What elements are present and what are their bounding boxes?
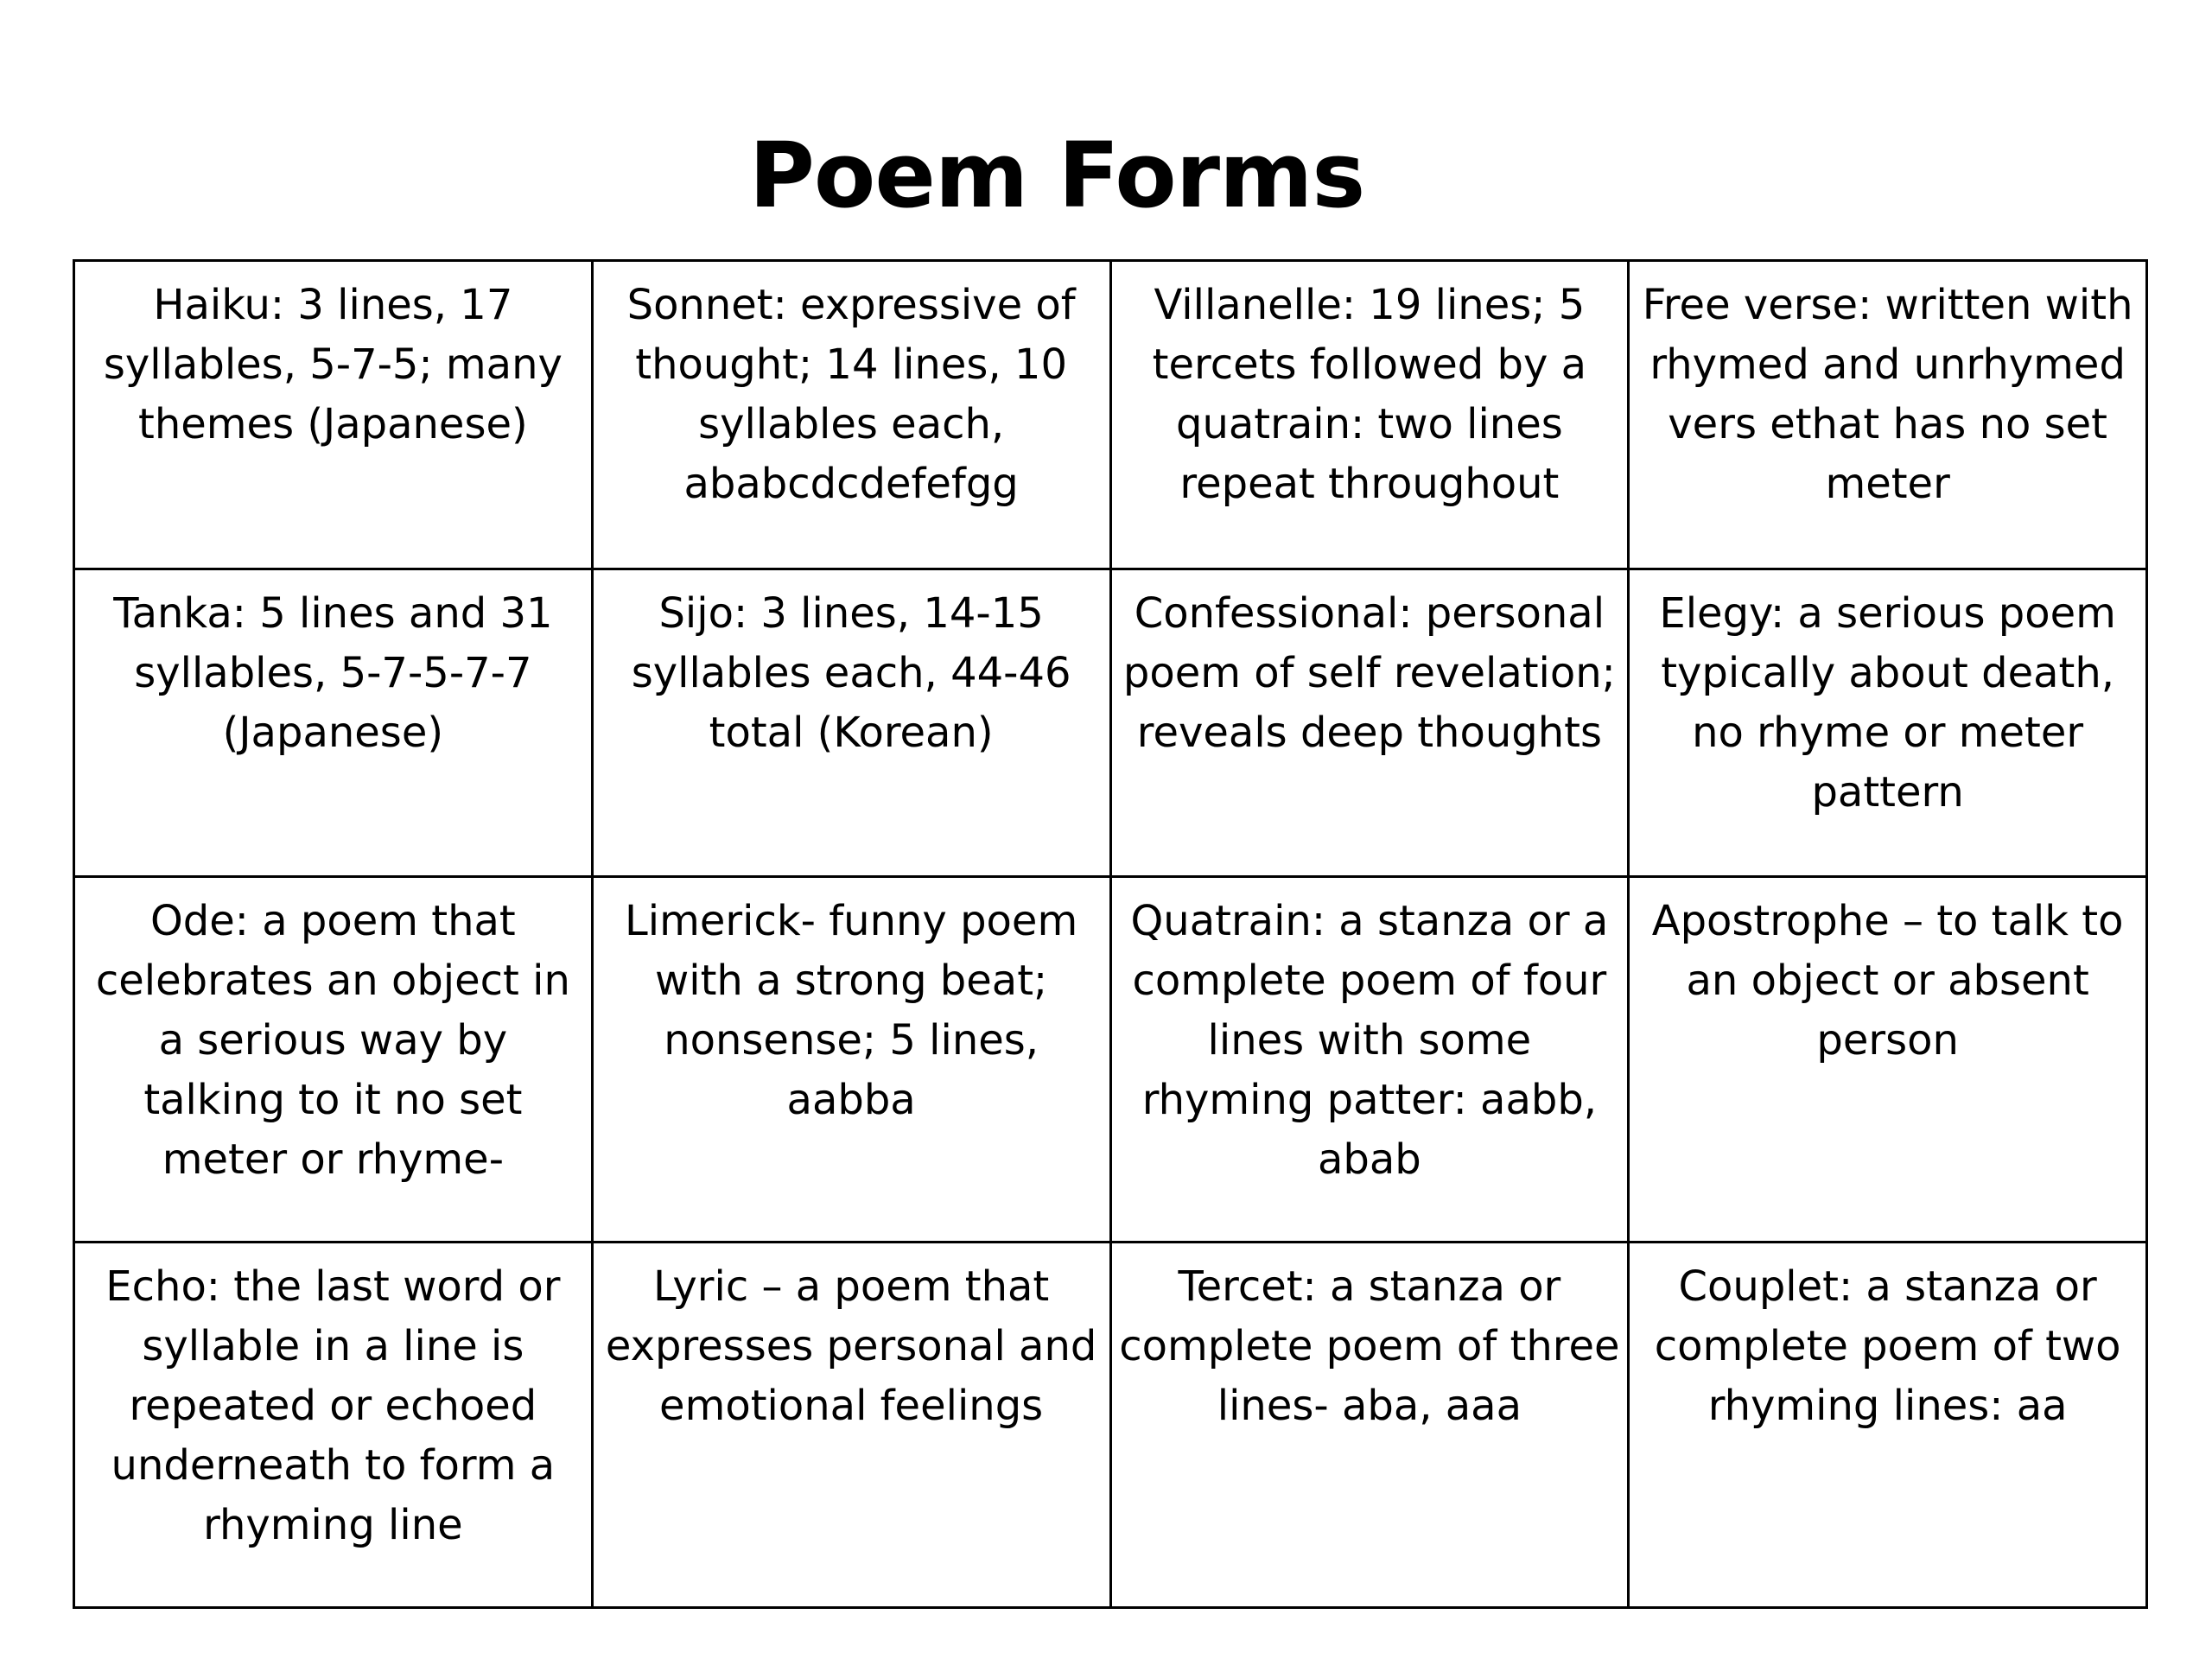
table-row (74, 877, 2147, 1243)
cell-sijo: Sijo: 3 lines, 14-15 syllables each, 44-46 total (Korean) (592, 569, 1110, 877)
cell-tanka: Tanka: 5 lines and 31 syllables, 5-7-5-7-7 (Japanese) (74, 569, 593, 877)
cell-apostrophe: Apostrophe – to talk to an object or absent person (1629, 877, 2147, 1243)
table-row (74, 1243, 2147, 1608)
cell-elegy: Elegy: a serious poem typically about death, no rhyme or meter pattern (1629, 569, 2147, 877)
page-title: Poem Forms (748, 123, 1365, 228)
cell-confessional: Confessional: personal poem of self revelation; reveals deep thoughts (1110, 569, 1629, 877)
cell-echo: Echo: the last word or syllable in a line is repeated or echoed underneath to form a rhyming line (74, 1243, 593, 1608)
cell-limerick: Limerick- funny poem with a strong beat; nonsense; 5 lines, aabba (592, 877, 1110, 1243)
cell-tercet: Tercet: a stanza or complete poem of three lines- aba, aaa (1110, 1243, 1629, 1608)
cell-ode: Ode: a poem that celebrates an object in a serious way by talking to it no set meter or rhyme- (74, 877, 593, 1243)
cell-lyric: Lyric – a poem that expresses personal and emotional feelings (592, 1243, 1110, 1608)
cell-couplet: Couplet: a stanza or complete poem of two rhyming lines: aa (1629, 1243, 2147, 1608)
cell-haiku: Haiku: 3 lines, 17 syllables, 5-7-5; many themes (Japanese) (74, 261, 593, 569)
table-row (74, 569, 2147, 877)
cell-quatrain: Quatrain: a stanza or a complete poem of four lines with some rhyming patter: aabb, abab (1110, 877, 1629, 1243)
poem-forms-table (73, 259, 2148, 1609)
cell-sonnet: Sonnet: expressive of thought; 14 lines, 10 syllables each, ababcdcdefefgg (592, 261, 1110, 569)
table-row (74, 261, 2147, 569)
cell-villanelle: Villanelle: 19 lines; 5 tercets followed by a quatrain: two lines repeat throughout (1110, 261, 1629, 569)
cell-free-verse: Free verse: written with rhymed and unrhymed vers ethat has no set meter (1629, 261, 2147, 569)
